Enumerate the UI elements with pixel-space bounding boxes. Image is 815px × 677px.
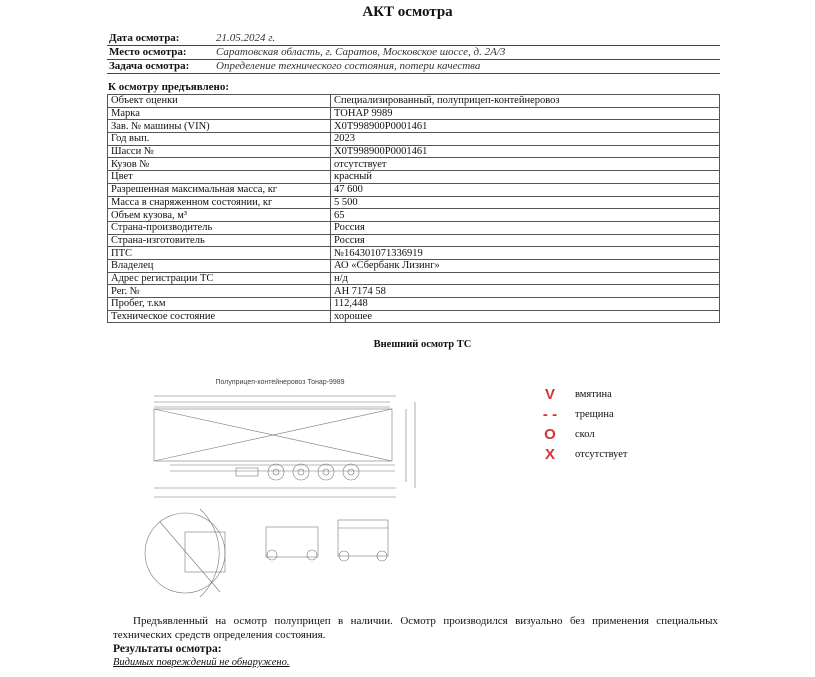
row-label: Кузов № (108, 158, 331, 171)
legend-label: скол (575, 428, 595, 440)
row-label: Техническое состояние (108, 310, 331, 323)
table-row (108, 209, 720, 222)
row-value: 65 (331, 209, 720, 222)
row-label: ПТС (108, 247, 331, 260)
row-label: Страна-производитель (108, 221, 331, 234)
legend-item (540, 424, 628, 444)
meta-label: Задача осмотра: (109, 60, 190, 72)
row-label: Шасси № (108, 145, 331, 158)
row-value: Россия (331, 234, 720, 247)
table-row (108, 285, 720, 298)
table-row (108, 247, 720, 260)
row-value: 112,448 (331, 298, 720, 311)
table-row (108, 95, 720, 108)
table-row (108, 171, 720, 184)
inspection-meta (107, 32, 720, 74)
legend-label: трещина (575, 408, 614, 420)
row-value: №164301071336919 (331, 247, 720, 260)
row-value: АН 7174 58 (331, 285, 720, 298)
row-value: красный (331, 171, 720, 184)
damage-legend (540, 384, 628, 464)
row-value: н/д (331, 272, 720, 285)
row-value: 2023 (331, 133, 720, 146)
table-row (108, 221, 720, 234)
external-heading: Внешний осмотр ТС (373, 339, 472, 350)
row-value: ТОНАР 9989 (331, 107, 720, 120)
legend-label: вмятина (575, 388, 612, 400)
legend-item (540, 404, 628, 424)
meta-label: Дата осмотра: (109, 32, 180, 44)
row-label: Год вып. (108, 133, 331, 146)
table-row (108, 107, 720, 120)
row-label: Объем кузова, м³ (108, 209, 331, 222)
presented-heading: К осмотру предъявлено: (108, 81, 230, 93)
table-row (108, 272, 720, 285)
meta-value: 21.05.2024 г. (216, 32, 276, 44)
row-label: Масса в снаряженном состоянии, кг (108, 196, 331, 209)
drawing-title: Полуприцеп-контейнеровоз Тонар-9989 (215, 379, 345, 386)
row-label: Пробег, т.км (108, 298, 331, 311)
meta-value: Саратовская область, г. Саратов, Московское шоссе, д. 2А/3 (216, 46, 506, 58)
row-label: Объект оценки (108, 95, 331, 108)
row-label: Марка (108, 107, 331, 120)
row-value: X0T998900P0001461 (331, 145, 720, 158)
row-value: X0T998900P0001461 (331, 120, 720, 133)
row-value: Специализированный, полуприцеп-контейнеровоз (331, 95, 720, 108)
document-title: АКТ осмотра (362, 4, 453, 20)
table-row (108, 310, 720, 323)
table-row (108, 298, 720, 311)
meta-date (107, 32, 720, 46)
meta-place (107, 46, 720, 60)
table-row (108, 145, 720, 158)
row-value: Россия (331, 221, 720, 234)
damage-symbol-icon: - - (542, 405, 558, 423)
damage-symbol-icon: X (544, 445, 555, 463)
row-label: Цвет (108, 171, 331, 184)
results-heading: Результаты осмотра: (113, 643, 222, 655)
legend-item (540, 444, 628, 464)
row-value: АО «Сбербанк Лизинг» (331, 259, 720, 272)
row-label: Разрешенная максимальная масса, кг (108, 183, 331, 196)
table-row (108, 120, 720, 133)
table-row (108, 158, 720, 171)
inspection-paragraph: Предъявленный на осмотр полуприцеп в наличии. Осмотр производился визуально без применения специальных технических средств определения состояния. (113, 615, 718, 641)
row-value: 47 600 (331, 183, 720, 196)
row-label: Владелец (108, 259, 331, 272)
table-row (108, 183, 720, 196)
meta-task (107, 60, 720, 74)
row-value: отсутствует (331, 158, 720, 171)
results-text: Видимых повреждений не обнаружено. (113, 657, 290, 668)
trailer-drawing (140, 372, 420, 600)
row-label: Зав. № машины (VIN) (108, 120, 331, 133)
damage-symbol-icon: V (544, 385, 555, 403)
row-value: хорошее (331, 310, 720, 323)
row-label: Рег. № (108, 285, 331, 298)
table-row (108, 259, 720, 272)
row-label: Страна-изготовитель (108, 234, 331, 247)
damage-symbol-icon: O (544, 425, 556, 443)
table-row (108, 133, 720, 146)
legend-label: отсутствует (575, 448, 628, 460)
table-row (108, 234, 720, 247)
row-value: 5 500 (331, 196, 720, 209)
table-row (108, 196, 720, 209)
vehicle-table (107, 94, 720, 323)
meta-label: Место осмотра: (109, 46, 187, 58)
legend-item (540, 384, 628, 404)
meta-value: Определение технического состояния, потери качества (216, 60, 481, 72)
row-label: Адрес регистрации ТС (108, 272, 331, 285)
